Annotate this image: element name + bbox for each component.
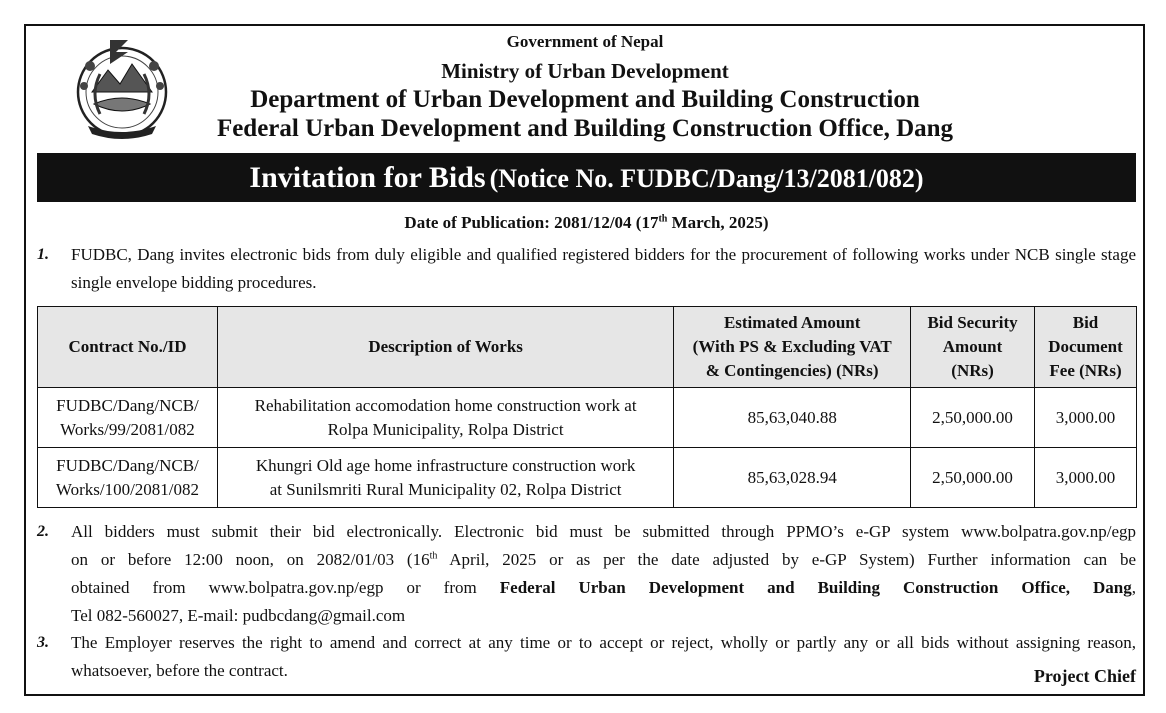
publication-date bbox=[37, 213, 1136, 233]
header-estimated-amount-line: & Contingencies) (NRs) bbox=[705, 361, 879, 380]
cell-bid-security: 2,50,000.00 bbox=[911, 388, 1035, 448]
table-header-row bbox=[38, 307, 1137, 388]
header-estimated-amount-line: (With PS & Excluding VAT bbox=[692, 337, 892, 356]
nepal-emblem-icon bbox=[70, 34, 174, 142]
header-document-fee-line: Document bbox=[1048, 337, 1123, 356]
header-document-fee bbox=[1035, 307, 1137, 388]
item-2-line bbox=[71, 546, 1136, 574]
item-2-comma: , bbox=[1131, 578, 1137, 597]
cell-description bbox=[217, 388, 673, 448]
item-2-contact: Tel 082-560027, E-mail: pudbcdang@gmail.com bbox=[71, 606, 406, 625]
item-2-deadline-prefix: on or before 12:00 noon, on 2082/01/03 (16 bbox=[71, 550, 430, 569]
cell-contract-no bbox=[38, 448, 218, 508]
cell-line: at Sunilsmriti Rural Municipality 02, Rolpa District bbox=[269, 479, 622, 499]
signature-title: Project Chief bbox=[1033, 666, 1136, 686]
item-2-deadline-sup: th bbox=[429, 550, 438, 562]
header-government: Government of Nepal bbox=[506, 32, 664, 51]
cell-document-fee: 3,000.00 bbox=[1035, 448, 1137, 508]
item-number: 2. bbox=[37, 523, 49, 540]
publication-date-suffix: March, 2025) bbox=[667, 213, 769, 232]
header-estimated-amount bbox=[674, 307, 911, 388]
item-number: 1. bbox=[37, 246, 49, 263]
cell-line: Khungri Old age home infrastructure construction work bbox=[255, 455, 636, 475]
cell-line: FUDBC/Dang/NCB/ bbox=[56, 455, 199, 475]
header-bid-security-line: Amount bbox=[942, 337, 1003, 356]
title-banner bbox=[37, 153, 1136, 202]
item-2-office-name: Federal Urban Development and Building Construction Office, Dang bbox=[499, 578, 1132, 597]
item-2-info-text: obtained from www.bolpatra.gov.np/egp or from bbox=[71, 578, 500, 597]
header-ministry: Ministry of Urban Development bbox=[441, 59, 729, 83]
item-2-line bbox=[71, 574, 1136, 602]
banner-title: Invitation for Bids bbox=[249, 161, 486, 194]
cell-line: Works/100/2081/082 bbox=[55, 479, 200, 499]
table-row bbox=[38, 448, 1137, 508]
header-contract-no: Contract No./ID bbox=[38, 307, 218, 388]
header-description: Description of Works bbox=[217, 307, 673, 388]
publication-date-sup: th bbox=[658, 213, 668, 225]
header-office: Federal Urban Development and Building Construction Office, Dang bbox=[216, 115, 954, 142]
header-bid-security-line: (NRs) bbox=[951, 361, 994, 380]
cell-estimated-amount: 85,63,040.88 bbox=[674, 388, 911, 448]
cell-bid-security: 2,50,000.00 bbox=[911, 448, 1035, 508]
cell-description bbox=[217, 448, 673, 508]
item-number: 3. bbox=[37, 634, 49, 651]
banner-notice-number: (Notice No. FUDBC/Dang/13/2081/082) bbox=[489, 164, 924, 193]
cell-line: FUDBC/Dang/NCB/ bbox=[56, 395, 199, 415]
header-bid-security bbox=[911, 307, 1035, 388]
item-1-text: FUDBC, Dang invites electronic bids from duly eligible and qualified registered bidders for the procurement of following works under NCB single stage single envelope bidding procedures. bbox=[71, 245, 1136, 292]
cell-line: Works/99/2081/082 bbox=[60, 419, 195, 439]
item-3-text: The Employer reserves the right to amend and correct at any time or to accept or reject, wholly or partly any or all bids without assigning reason, whatsoever, before the contract. bbox=[71, 633, 1136, 680]
header-document-fee-line: Fee (NRs) bbox=[1049, 361, 1122, 380]
cell-document-fee: 3,000.00 bbox=[1035, 388, 1137, 448]
works-table bbox=[37, 306, 1137, 508]
header-document-fee-line: Bid bbox=[1072, 313, 1099, 332]
header-department: Department of Urban Development and Building Construction bbox=[250, 86, 920, 113]
cell-estimated-amount: 85,63,028.94 bbox=[674, 448, 911, 508]
header-bid-security-line: Bid Security bbox=[927, 313, 1018, 332]
table-row bbox=[38, 388, 1137, 448]
item-2-deadline-suffix: April, 2025 or as per the date adjusted by e-GP System) Further information can be bbox=[437, 550, 1137, 569]
item-2-line: All bidders must submit their bid electronically. Electronic bid must be submitted through PPMO’s e-GP system www.bolpatra.gov.np/egp bbox=[71, 522, 1136, 541]
header-estimated-amount-line: Estimated Amount bbox=[723, 313, 861, 332]
publication-date-prefix: Date of Publication: 2081/12/04 (17 bbox=[404, 213, 659, 232]
cell-contract-no bbox=[38, 388, 218, 448]
item-2-text bbox=[71, 518, 1136, 630]
cell-line: Rolpa Municipality, Rolpa District bbox=[327, 419, 564, 439]
cell-line: Rehabilitation accomodation home construction work at bbox=[254, 395, 637, 415]
